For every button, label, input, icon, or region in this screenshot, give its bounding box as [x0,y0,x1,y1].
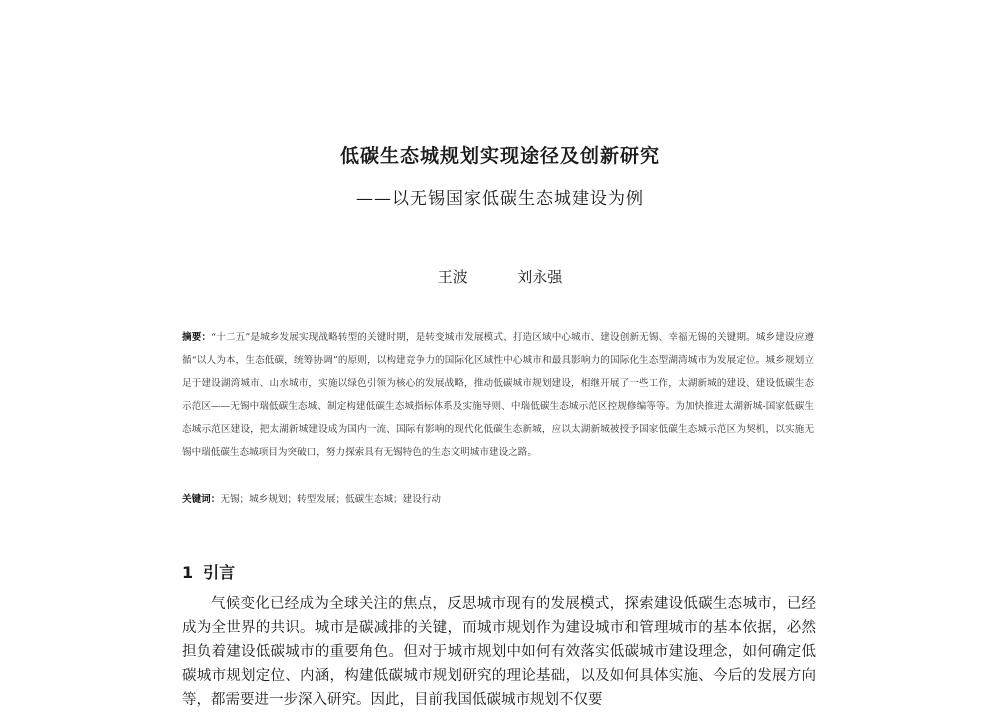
section-title: 引言 [203,563,236,582]
abstract [182,326,814,464]
author-name: 刘永强 [517,268,563,286]
keywords-label: 关键词： [182,494,221,505]
abstract-label: 摘要： [182,332,212,343]
section-number: 1 [182,563,194,582]
keywords-text: 无锡；城乡规划；转型发展；低碳生态城；建设行动 [220,494,442,505]
keywords [182,490,814,510]
author-name: 王波 [437,268,468,286]
body-paragraph: 气候变化已经成为全球关注的焦点，反思城市现有的发展模式，探索建设低碳生态城市，已经成为全世界的共识。城市是碳减排的关键，而城市规划作为建设城市和管理城市的基本依据，必然担负着建设低碳城市的重要角色。但对于城市规划中如何有效落实低碳城市建设理念，如何确定低碳城市规划定位、内涵，构建低碳城市规划研究的理论基础，以及如何具体实施、今后的发展方向等，都需要进一步深入研究。因此，目前我国低碳城市规划不仅要 [182,596,816,708]
section-heading [182,560,235,583]
paper-title: 低碳生态城规划实现途径及创新研究 [339,145,660,167]
abstract-text: “十二五”是城乡发展实现战略转型的关键时期，是转变城市发展模式、打造区域中心城市、建设创新无锡、幸福无锡的关键期。城乡建设应遵循“以人为本，生态低碳，统筹协调”的原则，以构建竞争力的国际化区域性中心城市和最具影响力的国际化生态型湖湾城市为发展定位。城乡规划立足于建设湖湾城市、山水城市，实施以绿色引领为核心的发展战略，推动低碳城市规划建设，相继开展了一些工作，太湖新城的建设、建设低碳生态示范区——无锡中瑞低碳生态城、制定构建低碳生态城指标体系及实施导则、中瑞低碳生态城示范区控规修编等等。为加快推进太湖新城-国家低碳生态城示范区建设，把太湖新城建设成为国内一流、国际有影响的现代化低碳生态新城，应以太湖新城被授予国家低碳生态城示范区为契机，以实施无锡中瑞低碳生态城项目为突破口，努力探索具有无锡特色的生态文明城市建设之路。 [182,332,815,458]
author-list [0,266,1000,287]
paper-subtitle: ——以无锡国家低碳生态城建设为例 [356,189,644,209]
